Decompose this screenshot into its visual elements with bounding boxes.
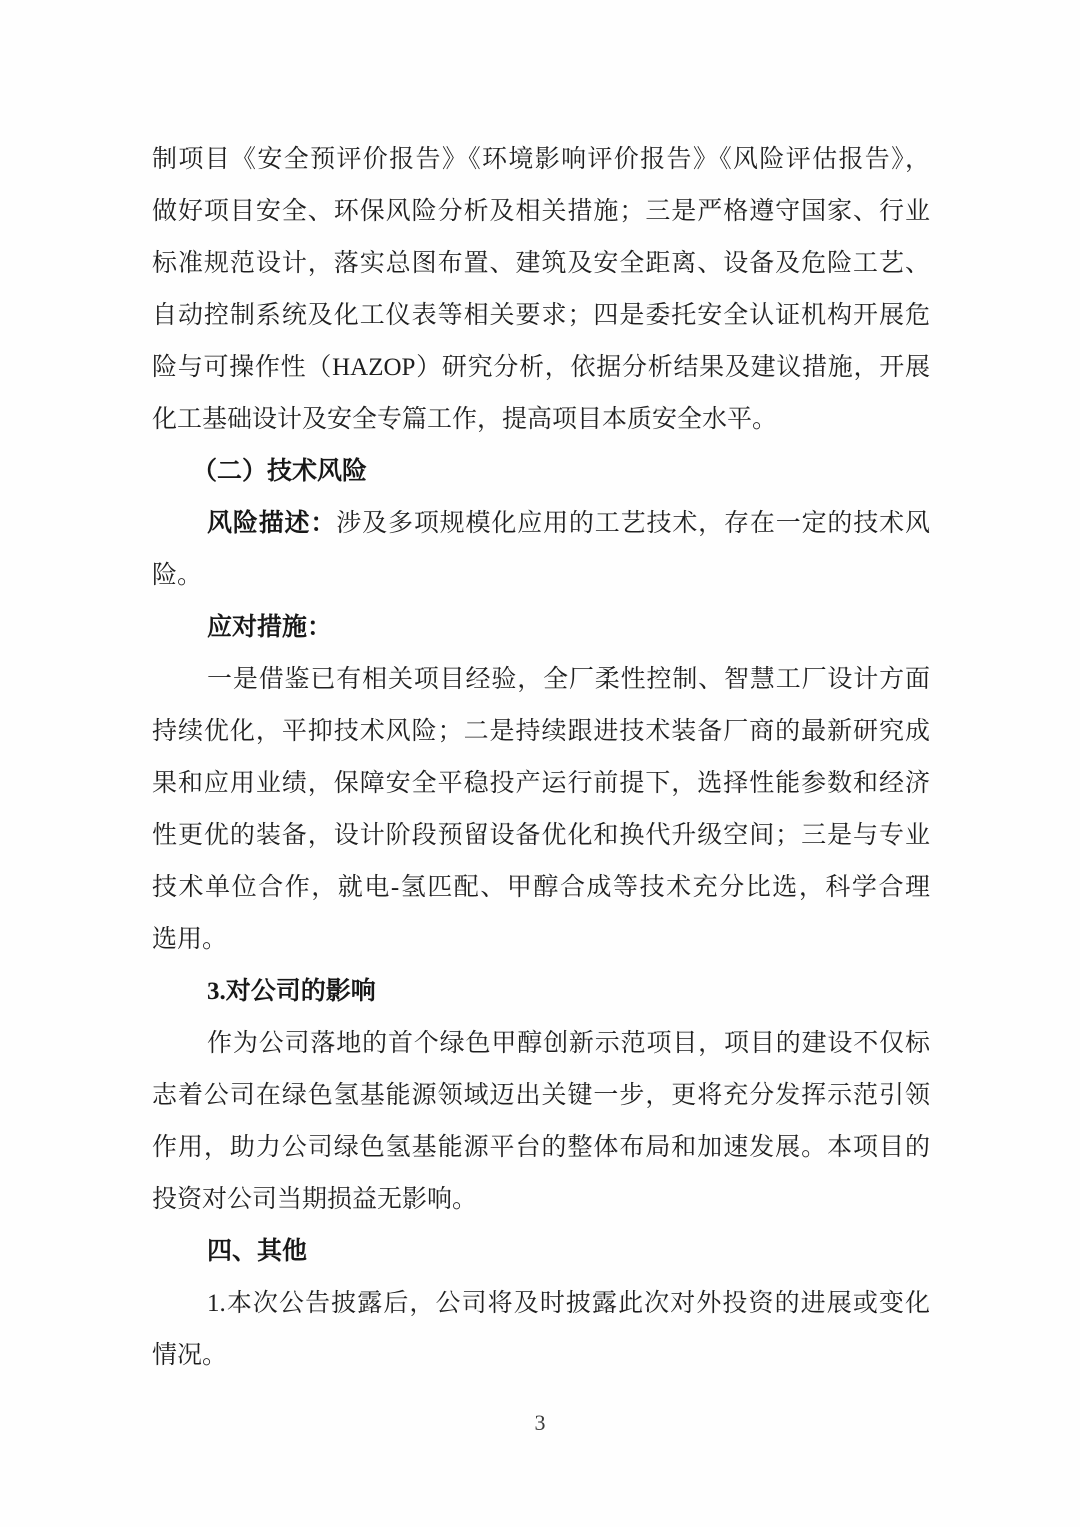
text-line: 一是借鉴已有相关项目经验，全厂柔性控制、智慧工厂设计方面 xyxy=(207,666,930,693)
text-line: 化工基础设计及安全专篇工作，提高项目本质安全水平。 xyxy=(152,406,778,433)
section-heading-measures: 应对措施： xyxy=(207,614,333,641)
section-heading-tech-risk: （二）技术风险 xyxy=(192,458,368,485)
text-line: 果和应用业绩，保障安全平稳投产运行前提下，选择性能参数和经济 xyxy=(152,770,930,797)
risk-desc-text: 涉及多项规模化应用的工艺技术，存在一定的技术风 xyxy=(336,510,930,537)
text-line: 险与可操作性（HAZOP）研究分析，依据分析结果及建议措施，开展 xyxy=(152,354,930,381)
document-body xyxy=(152,134,930,1382)
text-line: 制项目《安全预评价报告》《环境影响评价报告》《风险评估报告》， xyxy=(152,146,930,173)
text-line: 技术单位合作，就电-氢匹配、甲醇合成等技术充分比选，科学合理 xyxy=(152,874,930,901)
text-line: 1.本次公告披露后，公司将及时披露此次对外投资的进展或变化 xyxy=(207,1290,930,1317)
text-line: 做好项目安全、环保风险分析及相关措施；三是严格遵守国家、行业 xyxy=(152,198,930,225)
risk-desc-label: 风险描述： xyxy=(207,510,337,537)
text-line: 选用。 xyxy=(152,926,228,953)
section-heading-other: 四、其他 xyxy=(207,1238,308,1265)
text-line: 持续优化，平抑技术风险；二是持续跟进技术装备厂商的最新研究成 xyxy=(152,718,930,745)
page-number: 3 xyxy=(534,1410,546,1435)
text-line: 志着公司在绿色氢基能源领域迈出关键一步，更将充分发挥示范引领 xyxy=(152,1082,930,1109)
text-line: 自动控制系统及化工仪表等相关要求；四是委托安全认证机构开展危 xyxy=(152,302,930,329)
section-heading-company-impact: 3.对公司的影响 xyxy=(207,978,376,1005)
text-line: 投资对公司当期损益无影响。 xyxy=(152,1186,478,1213)
text-line: 作用，助力公司绿色氢基能源平台的整体布局和加速发展。本项目的 xyxy=(152,1134,930,1161)
text-line: 情况。 xyxy=(152,1342,228,1369)
text-line: 作为公司落地的首个绿色甲醇创新示范项目，项目的建设不仅标 xyxy=(207,1030,930,1057)
text-line: 标准规范设计，落实总图布置、建筑及安全距离、设备及危险工艺、 xyxy=(152,250,930,277)
text-line: 性更优的装备，设计阶段预留设备优化和换代升级空间；三是与专业 xyxy=(152,822,930,849)
text-line: 险。 xyxy=(152,562,203,589)
text-line xyxy=(152,498,930,550)
